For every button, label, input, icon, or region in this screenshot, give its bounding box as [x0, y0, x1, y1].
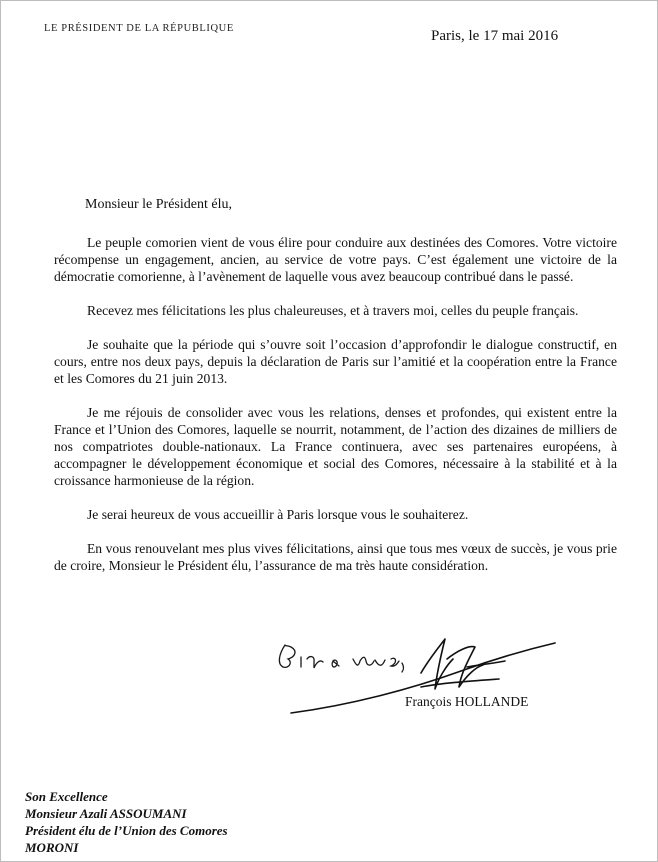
letterhead: LE PRÉSIDENT DE LA RÉPUBLIQUE	[44, 23, 234, 34]
paragraph: Je me réjouis de consolider avec vous les relations, denses et profondes, qui existent entre la France et l’Union des Comores, laquelle se nourrit, notamment, de l’action des dizaines de milliers de nos compatriotes double-nationaux. La France continuera, avec ses partenaires européens, à accompagner le développement économique et social des Comores, nécessaire à la stabilité et à la croissance harmonieuse de la région.	[54, 405, 617, 488]
recipient-line: MORONI	[25, 840, 79, 855]
recipient-line: Son Excellence	[25, 789, 108, 804]
paragraph: Recevez mes félicitations les plus chaleureuses, et à travers moi, celles du peuple français.	[87, 303, 579, 318]
paragraph: Je serai heureux de vous accueillir à Paris lorsque vous le souhaiterez.	[87, 507, 469, 522]
salutation: Monsieur le Président élu,	[85, 197, 232, 212]
recipient-line: Président élu de l’Union des Comores	[25, 823, 228, 838]
recipient-line: Monsieur Azali ASSOUMANI	[25, 806, 187, 821]
paragraph: Le peuple comorien vient de vous élire pour conduire aux destinées des Comores. Votre victoire récompense un engagement, ancien, au service de votre pays. C’est également une victoire de la démocratie comorienne, à l’avènement de laquelle vous avez beaucoup contribué dans le passé.	[54, 235, 617, 284]
signer-name: François HOLLANDE	[405, 694, 529, 709]
letter-date: Paris, le 17 mai 2016	[431, 28, 559, 44]
paragraph: En vous renouvelant mes plus vives félicitations, ainsi que tous mes vœux de succès, je vous prie de croire, Monsieur le Président élu, l’assurance de ma très haute considération.	[54, 541, 617, 573]
handwritten-closing-strokes	[279, 645, 403, 672]
paragraph: Je souhaite que la période qui s’ouvre soit l’occasion d’approfondir le dialogue constructif, en cours, entre nos deux pays, depuis la déclaration de Paris sur l’amitié et la coopération entre la France et les Comores du 21 juin 2013.	[54, 337, 617, 386]
recipient-block	[25, 788, 228, 856]
letter-body	[54, 234, 617, 591]
